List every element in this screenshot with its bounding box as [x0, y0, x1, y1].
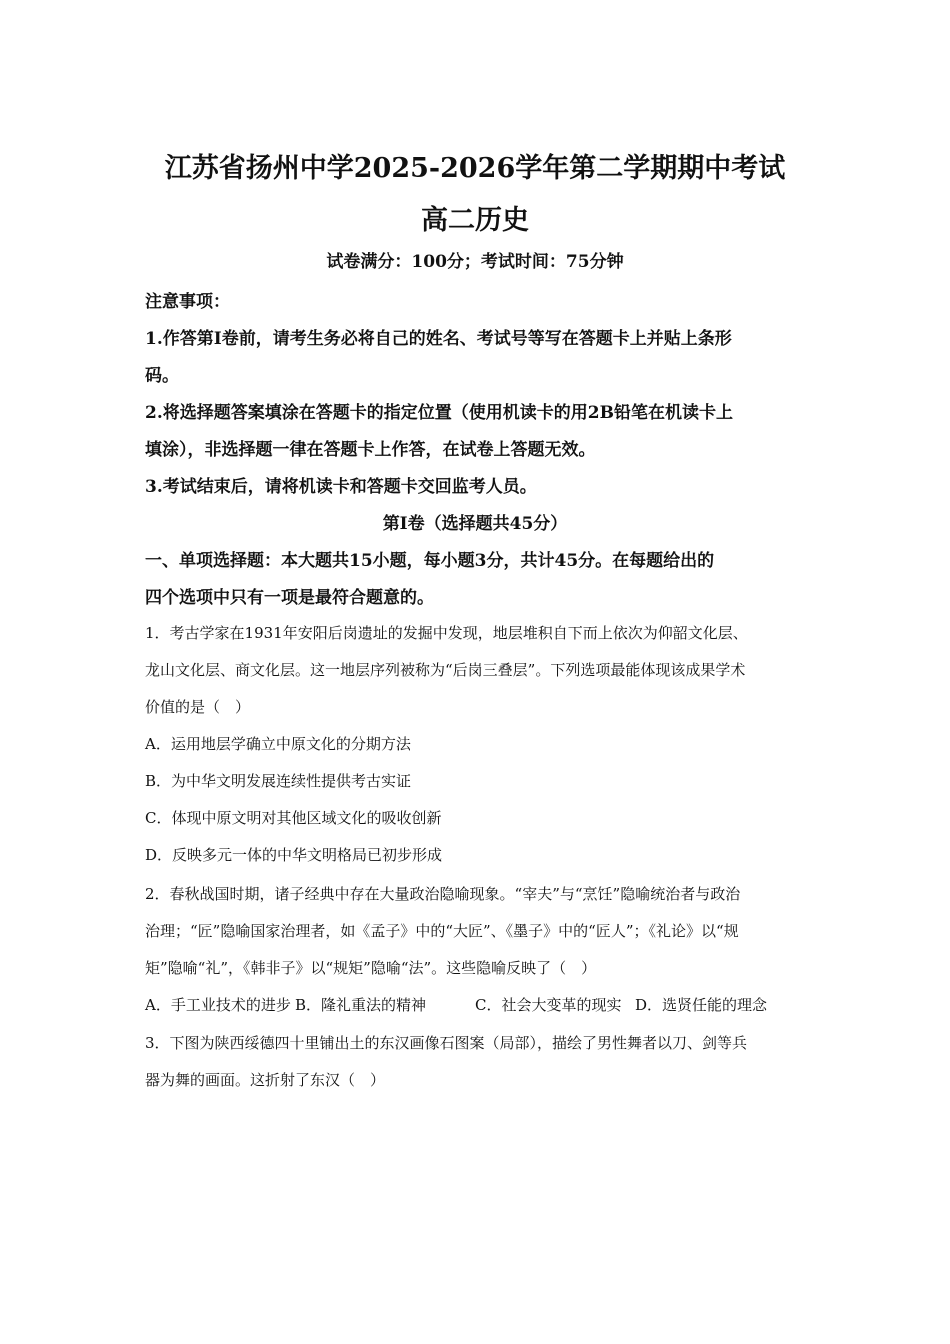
question-1-option-c: C．体现中原文明对其他区域文化的吸收创新 [145, 809, 442, 827]
exam-title: 江苏省扬州中学2025-2026学年第二学期期中考试 [164, 153, 786, 184]
question-2-options [145, 994, 815, 1015]
notice-item-1-line-1: 1.作答第Ⅰ卷前，请考生务必将自己的姓名、考试号等写在答题卡上并贴上条形 [145, 329, 732, 349]
exam-meta: 试卷满分：100分；考试时间：75分钟 [326, 252, 624, 272]
section-1-line-2: 四个选项中只有一项是最符合题意的。 [145, 588, 434, 608]
question-1-option-b: B．为中华文明发展连续性提供考古实证 [145, 772, 412, 790]
notice-heading: 注意事项： [145, 292, 230, 312]
question-1-line-3: 价值的是（ ） [145, 698, 251, 716]
notice-item-1-line-2: 码。 [145, 366, 179, 386]
question-2-option-c: C．社会大变革的现实 [475, 996, 622, 1014]
question-2-line-3: 矩”隐喻“礼”，《韩非子》以“规矩”隐喻“法”。这些隐喻反映了（ ） [145, 959, 597, 977]
question-2-line-1: 2．春秋战国时期，诸子经典中存在大量政治隐喻现象。“宰夫”与“烹饪”隐喻统治者与政治 [145, 885, 741, 903]
question-2-option-d: D．选贤任能的理念 [635, 996, 768, 1014]
question-1-line-2: 龙山文化层、商文化层。这一地层序列被称为“后岗三叠层”。下列选项最能体现该成果学术 [145, 661, 746, 679]
part-1-title: 第Ⅰ卷（选择题共45分） [382, 514, 568, 534]
question-2-line-2: 治理；“匠”隐喻国家治理者，如《孟子》中的“大匠”、《墨子》中的“匠人”；《礼论》以“规 [145, 922, 739, 940]
question-1-option-d: D．反映多元一体的中华文明格局已初步形成 [145, 846, 443, 864]
question-2-option-a: A．手工业技术的进步 [145, 996, 291, 1014]
question-2-option-b: B．隆礼重法的精神 [295, 996, 427, 1014]
question-3-line-1: 3．下图为陕西绥德四十里铺出土的东汉画像石图案（局部），描绘了男性舞者以刀、剑等兵 [145, 1034, 748, 1052]
notice-item-2-line-1: 2.将选择题答案填涂在答题卡的指定位置（使用机读卡的用2B铅笔在机读卡上 [145, 403, 733, 423]
question-3-line-2: 器为舞的画面。这折射了东汉（ ） [145, 1071, 386, 1089]
notice-item-3: 3.考试结束后，请将机读卡和答题卡交回监考人员。 [145, 477, 537, 497]
subject-title: 高二历史 [421, 205, 529, 236]
question-1-line-1: 1．考古学家在1931年安阳后岗遗址的发掘中发现，地层堆积自下而上依次为仰韶文化层、 [145, 624, 748, 642]
notice-item-2-line-2: 填涂），非选择题一律在答题卡上作答，在试卷上答题无效。 [145, 440, 596, 460]
section-1-line-1: 一、单项选择题：本大题共15小题，每小题3分，共计45分。在每题给出的 [145, 551, 715, 571]
question-1-option-a: A．运用地层学确立中原文化的分期方法 [145, 735, 411, 753]
